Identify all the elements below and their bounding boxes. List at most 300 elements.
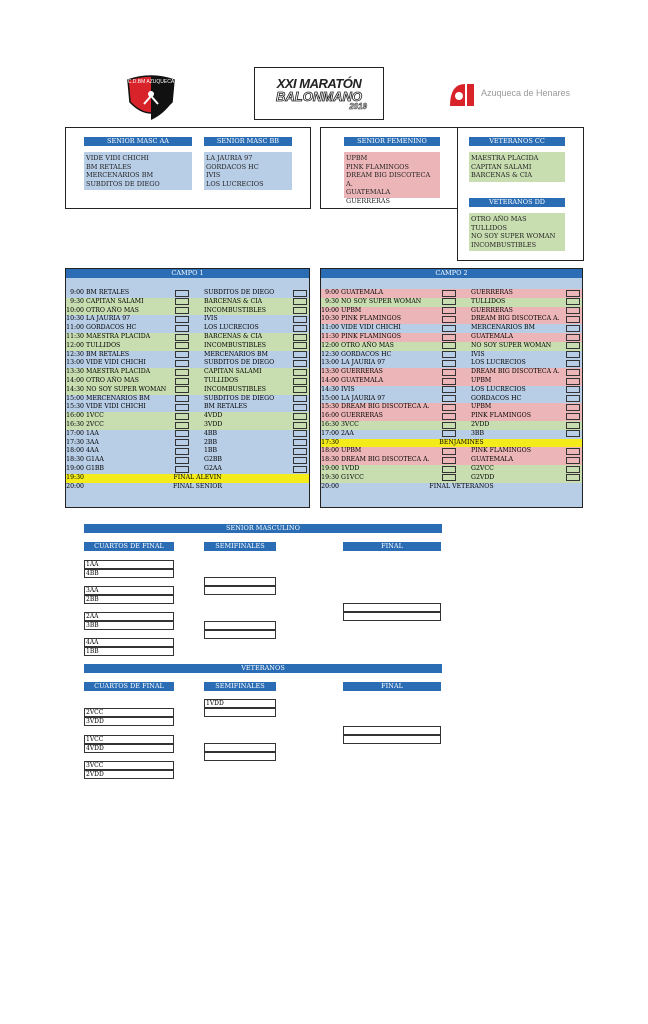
away-team: INCOMBUSTIBLES xyxy=(204,306,266,314)
home-team: VIDE VIDI CHICHI xyxy=(341,324,401,332)
away-team: 2BB xyxy=(204,438,218,446)
club-logo xyxy=(124,72,178,124)
home-team: GORDACOS HC xyxy=(86,324,137,332)
home-team: BM RETALES xyxy=(86,289,130,296)
away-score-box xyxy=(293,386,307,393)
match-time: 18:30 xyxy=(66,456,84,464)
schedule-row xyxy=(66,324,309,333)
team-name: IVIS xyxy=(206,171,221,179)
home-score-box xyxy=(175,386,189,393)
match-time: 13:30 xyxy=(321,368,339,376)
team-name: TULLIDOS xyxy=(471,223,508,232)
schedule-row xyxy=(66,403,309,412)
away-team: GORDACOS HC xyxy=(471,394,522,402)
away-team: BARCENAS & CIA xyxy=(204,297,263,305)
home-score-box xyxy=(175,466,189,473)
away-score-box xyxy=(566,404,580,411)
match-time: 14:30 xyxy=(66,385,84,393)
match-time: 9:00 xyxy=(70,289,84,296)
away-score-box xyxy=(293,342,307,349)
match-time: 13:00 xyxy=(66,359,84,367)
match-time: 10:30 xyxy=(66,315,84,323)
away-team: DREAM BIG DISCOTECA A. xyxy=(471,368,560,376)
schedule-row xyxy=(66,333,309,342)
qf-slot: 3AA xyxy=(84,586,174,595)
schedule-row xyxy=(66,307,309,316)
home-score-box xyxy=(175,404,189,411)
team-name: MAESTRA PLACIDA xyxy=(471,154,539,162)
home-score-box xyxy=(175,378,189,385)
home-team: 3AA xyxy=(86,438,99,446)
qf-slot: 4BB xyxy=(84,569,174,578)
match-time: 16:00 xyxy=(66,412,84,420)
match-time: 14:00 xyxy=(321,377,339,384)
schedule-row xyxy=(321,368,582,377)
home-score-box xyxy=(442,360,456,367)
schedule-row xyxy=(66,430,309,439)
match-time: 15:00 xyxy=(321,394,339,402)
match-label: BENJAMINES xyxy=(439,438,484,446)
match-label: FINAL VETERANOS xyxy=(429,482,494,490)
away-team: MERCENARIOS BM xyxy=(204,350,268,358)
schedule-row xyxy=(66,465,309,474)
match-time: 15:30 xyxy=(321,403,339,411)
home-team: GUERRERAS xyxy=(341,368,383,376)
sf-slot xyxy=(204,621,276,630)
away-score-box xyxy=(566,334,580,341)
team-name: VIDE VIDI CHICHI xyxy=(86,154,149,162)
schedule-row xyxy=(321,447,582,456)
away-team: IVIS xyxy=(204,315,218,323)
match-time: 17:00 xyxy=(321,429,339,437)
home-team: 3VCC xyxy=(341,421,359,428)
home-team: VIDE VIDI CHICHI xyxy=(86,359,146,367)
sf-slot xyxy=(204,630,276,639)
away-score-box xyxy=(566,298,580,305)
home-team: 1VCC xyxy=(86,412,104,420)
team-name: PINK FLAMINGOS xyxy=(346,162,409,171)
home-score-box xyxy=(175,457,189,464)
home-team: BM RETALES xyxy=(86,350,130,358)
match-time: 19:30 xyxy=(321,473,339,481)
match-time: 18:00 xyxy=(66,447,84,455)
team-name: INCOMBUSTIBLES xyxy=(471,240,537,249)
team-name: GUERRERAS xyxy=(346,196,390,205)
schedule-row xyxy=(66,483,309,492)
match-time: 19:30 xyxy=(66,473,84,481)
home-team: CAPITAN SALAMI xyxy=(86,297,144,305)
home-team: LA JAURIA 97 xyxy=(86,315,131,323)
schedule-row xyxy=(66,456,309,465)
match-time: 19:00 xyxy=(66,465,84,472)
away-score-box xyxy=(566,351,580,358)
bracket-vet-title: VETERANOS xyxy=(84,664,442,673)
schedule-row xyxy=(321,351,582,360)
home-team: GUERRERAS xyxy=(341,412,383,420)
schedule-row xyxy=(66,377,309,386)
home-team: GUATEMALA xyxy=(341,289,384,296)
away-score-box xyxy=(566,474,580,481)
away-score-box xyxy=(566,378,580,385)
away-team: BM RETALES xyxy=(204,403,248,411)
group-title-cc: VETERANOS CC xyxy=(469,137,565,146)
match-time: 10:00 xyxy=(321,306,339,314)
city-emblem-icon xyxy=(447,80,477,110)
away-team: 3BB xyxy=(471,429,485,437)
schedule-row xyxy=(66,342,309,351)
away-score-box xyxy=(566,360,580,367)
bracket-vet-final-header: FINAL xyxy=(343,682,441,691)
schedule-row xyxy=(66,421,309,430)
qf-slot: 4VDD xyxy=(84,744,174,753)
home-team: MAESTRA PLACIDA xyxy=(86,368,151,376)
match-time: 16:30 xyxy=(66,421,84,428)
schedule-row xyxy=(66,439,309,448)
schedule-row xyxy=(66,298,309,307)
home-team: MERCENARIOS BM xyxy=(86,394,150,402)
away-team: 3VDD xyxy=(204,421,223,428)
home-team: G1AA xyxy=(86,456,104,464)
team-name: UPBM xyxy=(346,154,368,162)
away-team: SUBDITOS DE DIEGO xyxy=(204,289,275,296)
match-time: 17:30 xyxy=(321,438,339,446)
away-team: TULLIDOS xyxy=(471,297,506,305)
away-team: GUATEMALA xyxy=(471,333,514,340)
schedule-row xyxy=(321,333,582,342)
home-score-box xyxy=(442,351,456,358)
home-score-box xyxy=(442,316,456,323)
match-time: 17:00 xyxy=(66,429,84,437)
away-team: G2BB xyxy=(204,456,222,464)
match-label: FINAL ALEVIN xyxy=(173,473,222,481)
home-team: 4AA xyxy=(86,447,99,455)
final-slot xyxy=(343,726,441,735)
campo2-title: CAMPO 2 xyxy=(321,269,582,278)
home-score-box xyxy=(442,378,456,385)
home-score-box xyxy=(175,334,189,341)
home-team: VIDE VIDI CHICHI xyxy=(86,403,146,411)
away-score-box xyxy=(293,290,307,297)
home-team: G1BB xyxy=(86,465,104,472)
home-score-box xyxy=(442,404,456,411)
team-name: GUATEMALA xyxy=(346,188,391,196)
match-time: 9:30 xyxy=(70,297,84,305)
sf-slot xyxy=(204,577,276,586)
home-team: OTRO AÑO MAS xyxy=(86,306,139,314)
sf-slot xyxy=(204,752,276,761)
event-logo xyxy=(254,67,384,120)
schedule-row xyxy=(321,395,582,404)
qf-slot: 4AA xyxy=(84,638,174,647)
away-team: UPBM xyxy=(471,377,492,384)
away-team: PINK FLAMINGOS xyxy=(471,447,531,455)
bracket-senior-title: SENIOR MASCULINO xyxy=(84,524,442,533)
campo1-title: CAMPO 1 xyxy=(66,269,309,278)
schedule-row xyxy=(321,456,582,465)
home-team: GUATEMALA xyxy=(341,377,384,384)
schedule-row xyxy=(321,421,582,430)
home-team: TULLIDOS xyxy=(86,341,121,349)
match-label: FINAL SENIOR xyxy=(172,482,223,490)
match-time: 13:30 xyxy=(66,368,84,376)
home-score-box xyxy=(442,457,456,464)
event-logo-line2: BALONMANO xyxy=(276,89,362,104)
home-score-box xyxy=(442,430,456,437)
away-team: IVIS xyxy=(471,350,485,358)
team-name: LOS LUCRECIOS xyxy=(206,179,264,188)
home-team: IVIS xyxy=(341,385,355,393)
home-team: 2AA xyxy=(341,429,354,437)
away-score-box xyxy=(566,307,580,314)
event-logo-line1: XXI MARATÓN xyxy=(276,76,362,91)
city-logo xyxy=(447,80,587,110)
away-score-box xyxy=(566,448,580,455)
home-score-box xyxy=(442,298,456,305)
match-time: 19:00 xyxy=(321,465,339,472)
home-score-box xyxy=(442,369,456,376)
qf-slot: 2VCC xyxy=(84,708,174,717)
home-team: GORDACOS HC xyxy=(341,350,392,358)
qf-slot: 2VDD xyxy=(84,770,174,779)
schedule-row xyxy=(321,324,582,333)
match-time: 10:30 xyxy=(321,315,339,323)
home-team: PINK FLAMINGOS xyxy=(341,333,401,340)
home-team: OTRO AÑO MAS xyxy=(341,341,394,349)
match-time: 10:00 xyxy=(66,306,84,314)
away-score-box xyxy=(293,378,307,385)
schedule-row xyxy=(66,315,309,324)
home-score-box xyxy=(442,334,456,341)
city-name: Azuqueca de Henares xyxy=(481,88,571,98)
schedule-row xyxy=(66,395,309,404)
bracket-vet-qf-header: CUARTOS DE FINAL xyxy=(84,682,174,691)
team-name: CAPITAN SALAMI xyxy=(471,162,532,171)
away-score-box xyxy=(293,351,307,358)
away-team: GUATEMALA xyxy=(471,456,514,464)
home-team: G1VCC xyxy=(341,473,364,481)
group-list-bb xyxy=(204,152,292,190)
away-team: 1BB xyxy=(204,447,218,455)
home-score-box xyxy=(442,307,456,314)
home-score-box xyxy=(175,413,189,420)
away-score-box xyxy=(293,395,307,402)
sf-slot xyxy=(204,708,276,717)
schedule-row xyxy=(321,465,582,474)
away-team: INCOMBUSTIBLES xyxy=(204,385,266,393)
away-score-box xyxy=(293,316,307,323)
away-team: MERCENARIOS BM xyxy=(471,324,535,332)
away-team: LOS LUCRECIOS xyxy=(204,324,259,332)
bracket-senior-qf-header: CUARTOS DE FINAL xyxy=(84,542,174,551)
match-time: 17:30 xyxy=(66,438,84,446)
schedule-row xyxy=(321,298,582,307)
home-team: 1VDD xyxy=(341,465,360,472)
team-name: LA JAURIA 97 xyxy=(206,154,253,162)
home-score-box xyxy=(175,316,189,323)
sf-slot xyxy=(204,586,276,595)
away-score-box xyxy=(566,466,580,473)
home-team: PINK FLAMINGOS xyxy=(341,315,401,323)
group-title-fem: SENIOR FEMENINO xyxy=(344,137,440,146)
team-name: GORDACOS HC xyxy=(206,162,259,171)
bracket-senior-sf-header: SEMIFINALES xyxy=(204,542,276,551)
schedule-row xyxy=(321,403,582,412)
away-team: DREAM BIG DISCOTECA A. xyxy=(471,315,560,323)
campo1-schedule xyxy=(65,268,310,508)
match-time: 11:00 xyxy=(66,324,84,332)
away-score-box xyxy=(293,457,307,464)
home-team: UPBM xyxy=(341,447,362,455)
schedule-row xyxy=(321,359,582,368)
home-score-box xyxy=(175,290,189,297)
match-time: 16:00 xyxy=(321,412,339,420)
home-team: LA JAURIA 97 xyxy=(341,359,386,367)
away-score-box xyxy=(293,307,307,314)
home-team: DREAM BIG DISCOTECA A. xyxy=(341,403,430,411)
home-score-box xyxy=(442,290,456,297)
away-team: NO SOY SUPER WOMAN xyxy=(471,341,552,349)
away-team: GUERRERAS xyxy=(471,289,513,296)
qf-slot: 3VCC xyxy=(84,761,174,770)
away-team: UPBM xyxy=(471,403,492,411)
team-name: OTRO AÑO MAS xyxy=(471,215,527,223)
away-team: G2AA xyxy=(204,465,222,472)
away-score-box xyxy=(293,369,307,376)
match-time: 14:30 xyxy=(321,385,339,393)
qf-slot: 1AA xyxy=(84,560,174,569)
schedule-row xyxy=(321,474,582,483)
home-score-box xyxy=(175,342,189,349)
schedule-row xyxy=(66,359,309,368)
match-time: 18:30 xyxy=(321,456,339,464)
schedule-row xyxy=(321,377,582,386)
team-name: BARCENAS & CIA xyxy=(471,171,533,179)
home-team: NO SOY SUPER WOMAN xyxy=(341,297,422,305)
match-time: 12:30 xyxy=(66,350,84,358)
team-name: NO SOY SUPER WOMAN xyxy=(471,232,556,240)
home-score-box xyxy=(175,298,189,305)
away-score-box xyxy=(293,404,307,411)
away-score-box xyxy=(293,466,307,473)
final-slot xyxy=(343,612,441,621)
schedule-row xyxy=(66,289,309,298)
home-score-box xyxy=(175,307,189,314)
home-score-box xyxy=(442,325,456,332)
schedule-row xyxy=(321,412,582,421)
away-team: G2VDD xyxy=(471,473,495,481)
home-score-box xyxy=(442,422,456,429)
away-score-box xyxy=(293,422,307,429)
group-list-dd xyxy=(469,213,565,251)
away-score-box xyxy=(566,342,580,349)
away-score-box xyxy=(566,457,580,464)
away-team: LOS LUCRECIOS xyxy=(471,385,526,393)
group-list-cc xyxy=(469,152,565,182)
schedule-row xyxy=(321,430,582,439)
group-list-aa xyxy=(84,152,192,190)
match-time: 9:30 xyxy=(325,297,339,305)
away-score-box xyxy=(293,448,307,455)
match-time: 12:00 xyxy=(66,341,84,349)
away-team: 2VDD xyxy=(471,421,490,428)
home-score-box xyxy=(442,342,456,349)
home-team: UPBM xyxy=(341,306,362,314)
match-time: 12:30 xyxy=(321,350,339,358)
match-time: 13:00 xyxy=(321,359,339,367)
bracket-senior-final-header: FINAL xyxy=(343,542,441,551)
away-team: CAPITAN SALAMI xyxy=(204,368,262,376)
team-name: SUBDITOS DE DIEGO xyxy=(86,179,160,188)
group-list-fem xyxy=(344,152,440,205)
schedule-row xyxy=(321,315,582,324)
away-score-box xyxy=(566,325,580,332)
away-score-box xyxy=(566,430,580,437)
away-team: INCOMBUSTIBLES xyxy=(204,341,266,349)
campo2-schedule xyxy=(320,268,583,508)
away-team: G2VCC xyxy=(471,465,494,472)
match-time: 15:30 xyxy=(66,403,84,411)
away-score-box xyxy=(293,413,307,420)
away-score-box xyxy=(293,325,307,332)
team-name: MERCENARIOS BM xyxy=(86,171,154,179)
away-team: PINK FLAMINGOS xyxy=(471,412,531,420)
away-score-box xyxy=(566,290,580,297)
home-score-box xyxy=(442,466,456,473)
group-title-bb: SENIOR MASC BB xyxy=(204,137,292,146)
home-score-box xyxy=(442,395,456,402)
schedule-row xyxy=(66,447,309,456)
sf-slot: 1VDD xyxy=(204,699,276,708)
home-score-box xyxy=(442,474,456,481)
away-score-box xyxy=(566,422,580,429)
away-team: LOS LUCRECIOS xyxy=(471,359,526,367)
match-time: 20:00 xyxy=(66,482,84,490)
away-score-box xyxy=(566,369,580,376)
home-score-box xyxy=(175,369,189,376)
home-score-box xyxy=(442,448,456,455)
schedule-row xyxy=(66,351,309,360)
group-title-aa: SENIOR MASC AA xyxy=(84,137,192,146)
away-score-box xyxy=(293,334,307,341)
schedule-row xyxy=(321,289,582,298)
schedule-row xyxy=(321,439,582,448)
home-score-box xyxy=(175,351,189,358)
away-team: SUBDITOS DE DIEGO xyxy=(204,394,275,402)
qf-slot: 1BB xyxy=(84,647,174,656)
schedule-row xyxy=(66,386,309,395)
schedule-row xyxy=(66,412,309,421)
schedule-row xyxy=(321,342,582,351)
bracket-vet-sf-header: SEMIFINALES xyxy=(204,682,276,691)
qf-slot: 3VDD xyxy=(84,717,174,726)
match-time: 20:00 xyxy=(321,482,339,490)
schedule-row xyxy=(321,483,582,492)
match-time: 15:00 xyxy=(66,394,84,402)
home-score-box xyxy=(175,422,189,429)
home-team: 1AA xyxy=(86,429,99,437)
team-name: DREAM BIG DISCOTECA A. xyxy=(346,171,431,188)
home-team: 2VCC xyxy=(86,421,104,428)
home-team: NO SOY SUPER WOMAN xyxy=(86,385,167,393)
team-name: BM RETALES xyxy=(86,162,132,171)
match-time: 18:00 xyxy=(321,447,339,455)
home-team: OTRO AÑO MAS xyxy=(86,377,139,384)
qf-slot: 3BB xyxy=(84,621,174,630)
away-score-box xyxy=(293,298,307,305)
away-score-box xyxy=(293,439,307,446)
match-time: 14:00 xyxy=(66,377,84,384)
home-team: DREAM BIG DISCOTECA A. xyxy=(341,456,430,464)
